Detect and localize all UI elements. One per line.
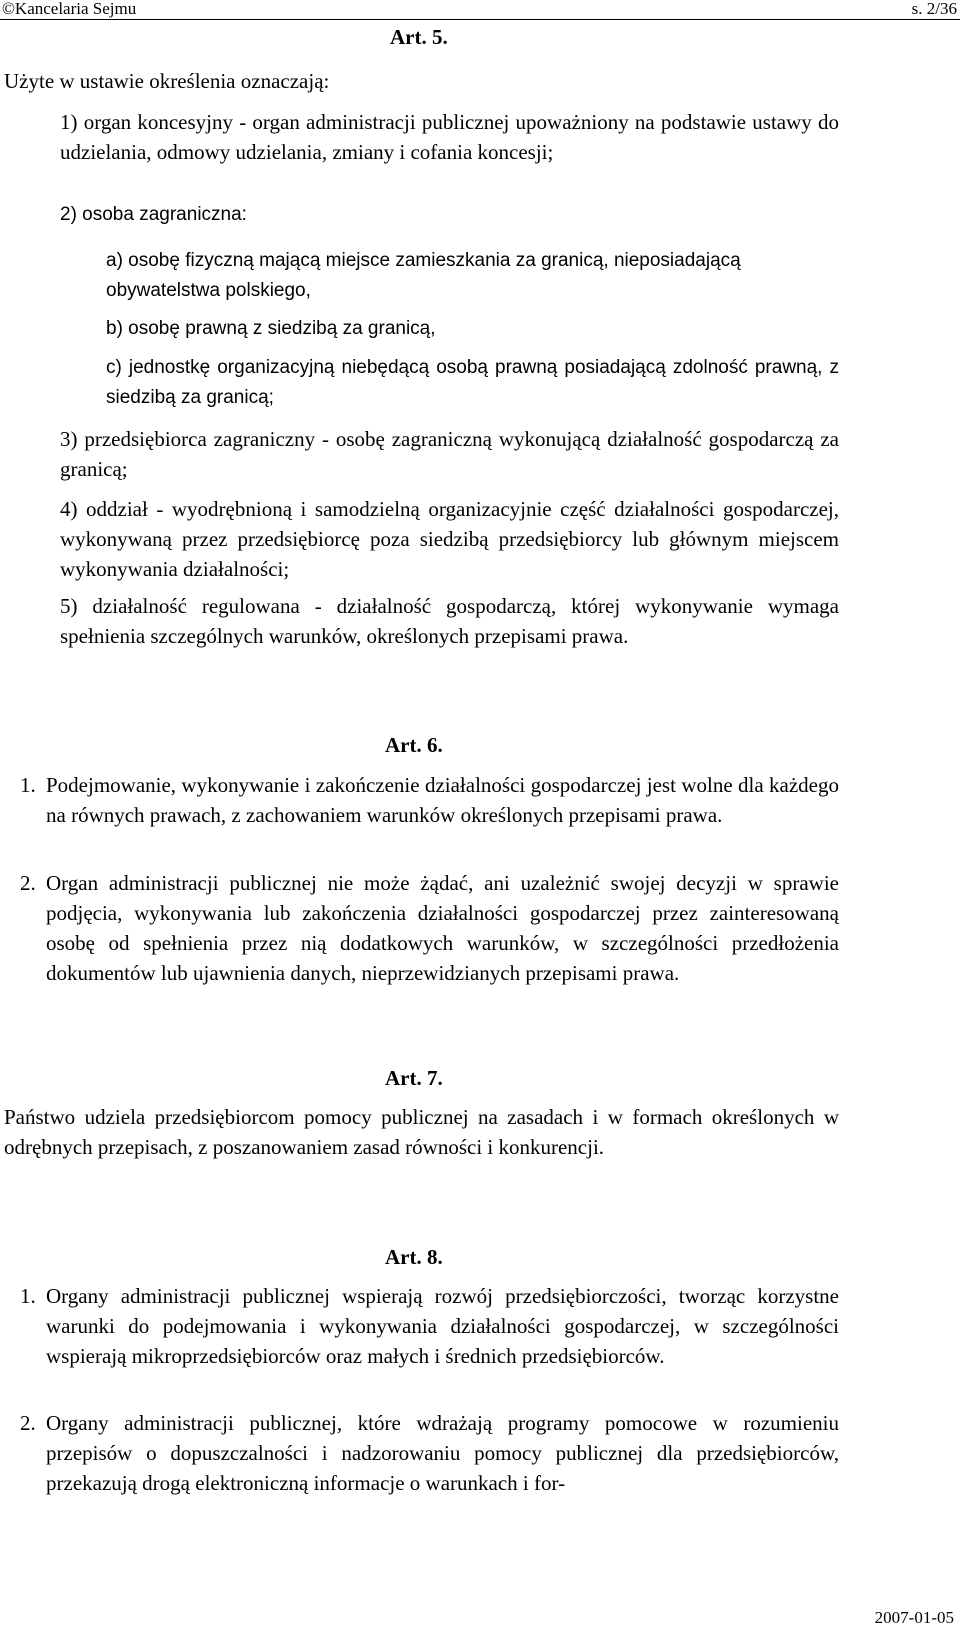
- page-header: [0, 0, 960, 20]
- art6-num-2: 2.: [20, 871, 36, 895]
- art6-para-2: Organ administracji publicznej nie może żądać, ani uzależnić swojej decyzji w sprawie podjęcia, wykonywania lub zakończenia działalności gospodarczej przez zainteresowaną osobę od spełnienia przez nią dodatkowych warunków, w szczególności przedłożenia dokumentów lub ujawnienia danych, nieprzewidzianych przepisami prawa.: [46, 871, 839, 985]
- art6-para-1: Podejmowanie, wykonywanie i zakończenie działalności gospodarczej jest wolne dla każdego na równych prawach, z zachowaniem warunków określonych przepisami prawa.: [46, 773, 839, 827]
- art5-intro: Użyte w ustawie określenia oznaczają:: [4, 69, 330, 93]
- art8-para-1: Organy administracji publicznej wspierają rozwój przedsiębiorczości, tworząc korzystne warunki do podejmowania i wykonywania działalności gospodarczej, w szczególności wspierają mikroprzedsiębiorców oraz małych i średnich przedsiębiorców.: [46, 1284, 839, 1368]
- header-page-number: s. 2/36: [911, 0, 957, 18]
- art6-num-1: 1.: [20, 773, 36, 797]
- art8-num-2: 2.: [20, 1411, 36, 1435]
- art8-title: Art. 8.: [385, 1245, 443, 1269]
- art5-point-3: 3) przedsiębiorca zagraniczny - osobę zagraniczną wykonującą działalność gospodarczą za granicą;: [60, 427, 839, 481]
- footer-date: 2007-01-05: [874, 1608, 954, 1627]
- art5-point-5: 5) działalność regulowana - działalność gospodarczą, której wykonywanie wymaga spełnienia szczególnych warunków, określonych przepisami prawa.: [60, 594, 839, 648]
- art5-title: Art. 5.: [390, 25, 448, 49]
- art5-point-2: 2) osoba zagraniczna:: [60, 204, 247, 225]
- art6-title: Art. 6.: [385, 733, 443, 757]
- art7-text: Państwo udziela przedsiębiorcom pomocy publicznej na zasadach i w formach określonych w odrębnych przepisach, z poszanowaniem zasad równości i konkurencji.: [4, 1105, 839, 1159]
- art5-point-2a: a) osobę fizyczną mającą miejsce zamieszkania za granicą, nieposiadającą obywatelstwa polskiego,: [106, 250, 741, 301]
- art5-point-4: 4) oddział - wyodrębnioną i samodzielną organizacyjnie część działalności gospodarczej, wykonywaną przez przedsiębiorcę poza siedzibą przedsiębiorcy lub głównym miejscem wykonywania działalności;: [60, 497, 839, 581]
- art7-title: Art. 7.: [385, 1066, 443, 1090]
- art5-point-2c: c) jednostkę organizacyjną niebędącą osobą prawną posiadającą zdolność prawną, z siedzibą za granicą;: [106, 357, 839, 408]
- header-divider: [0, 19, 960, 20]
- art5-point-2b: b) osobę prawną z siedzibą za granicą,: [106, 318, 436, 339]
- art5-point-1: 1) organ koncesyjny - organ administracji publicznej upoważniony na podstawie ustawy do udzielania, odmowy udzielania, zmiany i cofania koncesji;: [60, 110, 839, 164]
- art8-num-1: 1.: [20, 1284, 36, 1308]
- art8-para-2: Organy administracji publicznej, które wdrażają programy pomocowe w rozumieniu przepisów o dopuszczalności i nadzorowaniu pomocy publicznej dla przedsiębiorców, przekazują drogą elektroniczną informacje o warunkach i for-: [46, 1411, 839, 1495]
- header-source: ©Kancelaria Sejmu: [2, 0, 137, 18]
